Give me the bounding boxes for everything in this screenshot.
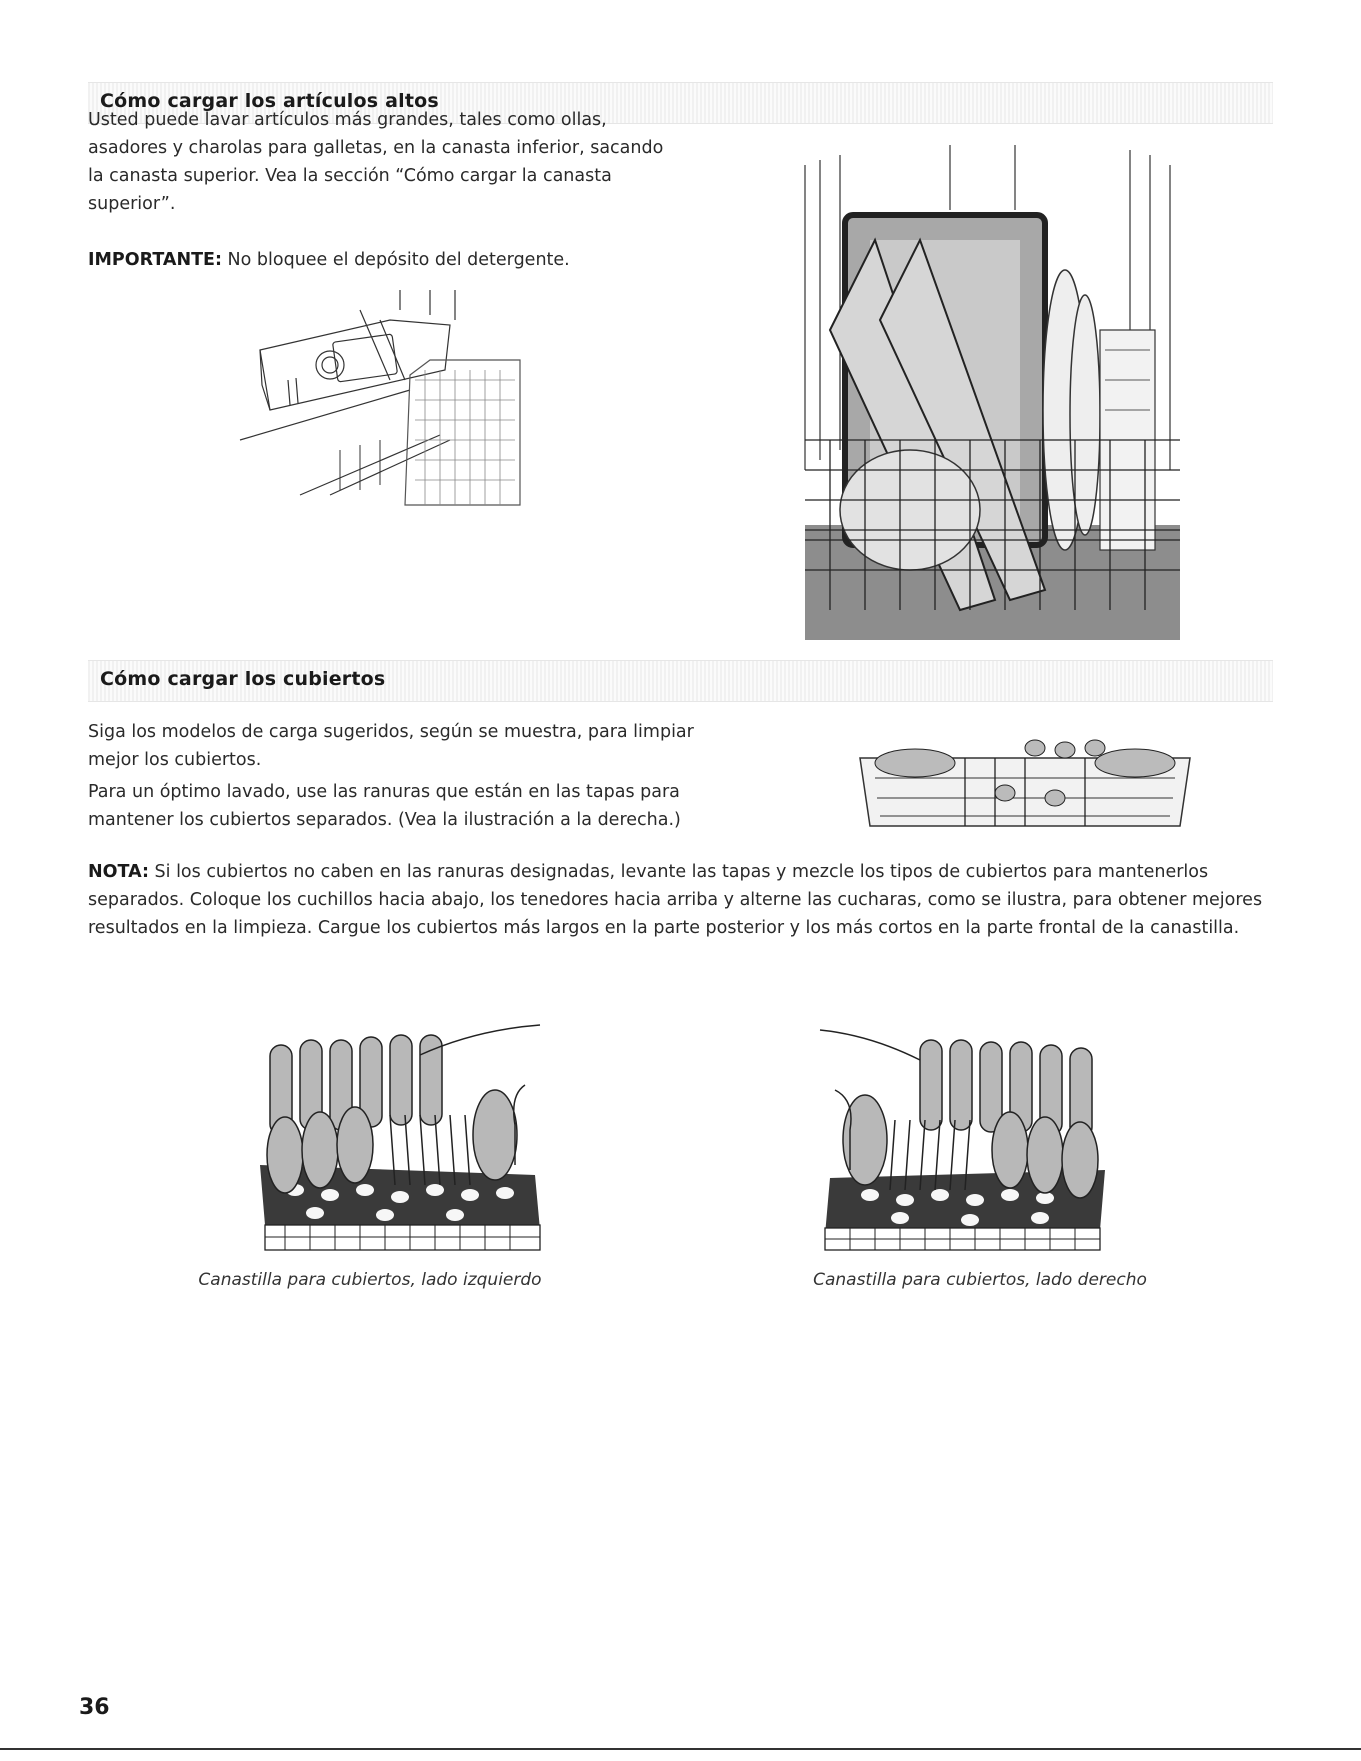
section-title-tall-items: Cómo cargar los artículos altos xyxy=(100,90,439,112)
tall-items-paragraph: Usted puede lavar artículos más grandes, tales como ollas, asadores y charolas para galletas, en la canasta inferior, sacando la canasta superior. Vea la sección “Cómo cargar la canasta superior”. xyxy=(88,110,664,214)
cutlery-basket-top-illustration xyxy=(855,738,1195,830)
important-note xyxy=(88,246,668,274)
cutlery-note xyxy=(88,858,1273,942)
detergent-dispenser-illustration xyxy=(240,290,520,520)
section-title-cutlery: Cómo cargar los cubiertos xyxy=(100,668,386,690)
lower-rack-tall-items-illustration xyxy=(800,130,1185,640)
cutlery-paragraph-1: Siga los modelos de carga sugeridos, según se muestra, para limpiar mejor los cubiertos. xyxy=(88,722,694,770)
important-text: No bloquee el depósito del detergente. xyxy=(221,250,570,270)
cutlery-basket-left-illustration xyxy=(255,1025,540,1250)
important-label: IMPORTANTE: xyxy=(88,250,222,270)
note-text: Si los cubiertos no caben en las ranuras designadas, levante las tapas y mezcle los tipos de cubiertos para mantenerlos separados. Coloque los cuchillos hacia abajo, los tenedores hacia arriba y alterne las cucharas, como se ilustra, para obtener mejores resultados en la limpieza. Cargue los cubiertos más largos en la parte posterior y los más cortos en la parte frontal de la canastilla. xyxy=(88,862,1263,938)
section-header-cutlery xyxy=(88,660,1273,702)
caption-left-basket: Canastilla para cubiertos, lado izquierdo xyxy=(198,1270,542,1290)
cutlery-basket-right-illustration xyxy=(820,1030,1110,1250)
cutlery-paragraph-2: Para un óptimo lavado, use las ranuras que están en las tapas para mantener los cubiertos separados. (Vea la ilustración a la derecha.) xyxy=(88,782,681,830)
bottom-divider xyxy=(0,1748,1361,1750)
page-number: 36 xyxy=(79,1695,110,1720)
caption-right-basket: Canastilla para cubiertos, lado derecho xyxy=(813,1270,1147,1290)
note-label: NOTA: xyxy=(88,862,149,882)
